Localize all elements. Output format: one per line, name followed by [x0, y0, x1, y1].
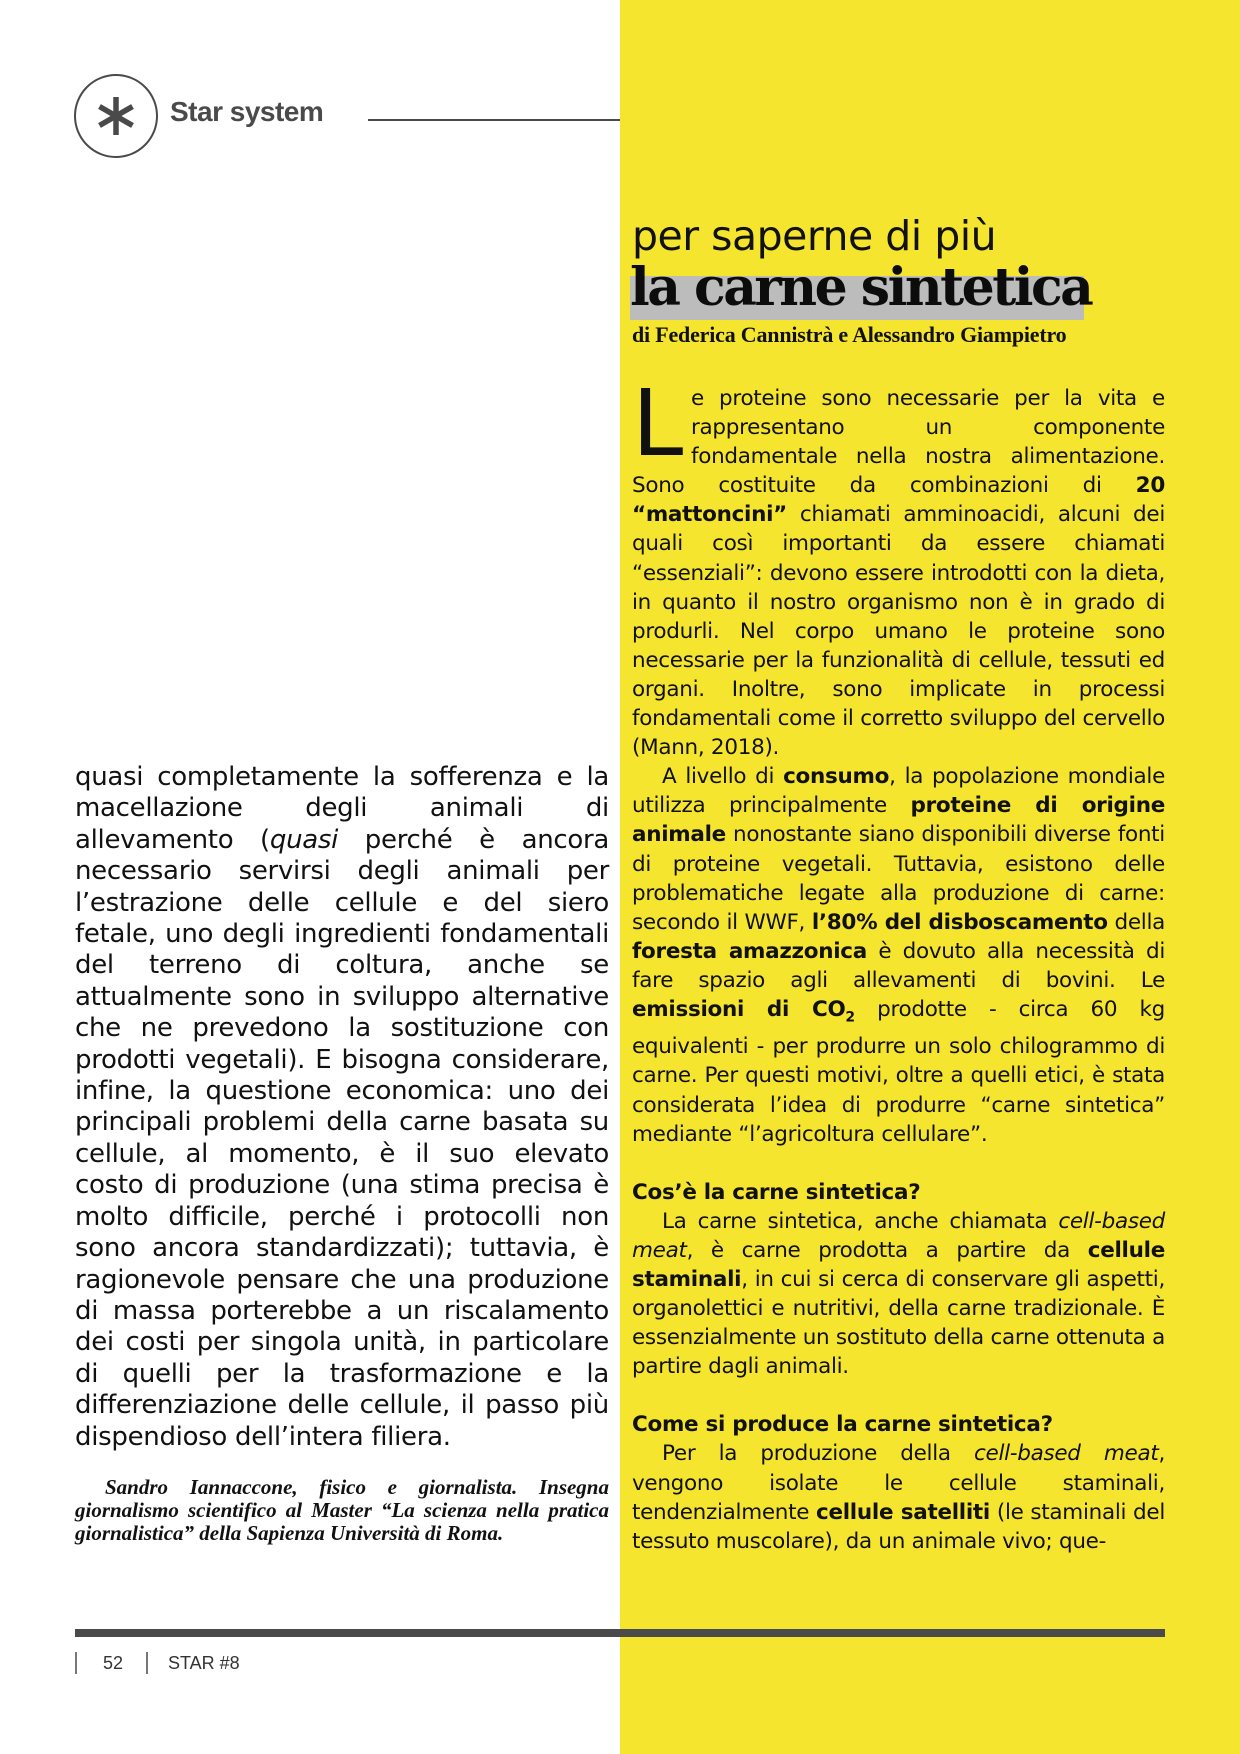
subheading-what-is: Cos’è la carne sintetica?: [632, 1179, 921, 1205]
issue-label: STAR #8: [168, 1653, 240, 1673]
subheading-how-made: Come si produce la carne sintetica?: [632, 1412, 1053, 1438]
author-note: Sandro Iannaccone, fisico e giornalista. Insegna giornalismo scientifico al Master “La scienza nella pratica giornalistica” della Sapienza Università di Roma.: [75, 1475, 609, 1545]
article-kicker: per saperne di più: [632, 212, 997, 260]
header-rule: [368, 119, 620, 121]
article-title: la carne sintetica: [630, 257, 1092, 318]
paragraph-intro: Le proteine sono necessarie per la vita e rappresentano un componente fondamentale nella nostra alimentazione. Sono costituite da combinazioni di 20 “mattoncini” chiamati amminoacidi, alcuni dei quali così importanti da essere chiamati “essenziali”: devono essere introdotti con la dieta, in quanto il nostro organismo non è in grado di produrli. Nel corpo umano le proteine sono necessarie per la funzionalità di cellule, tessuti ed organi. Inoltre, sono implicate in processi fondamentali come il corretto sviluppo del cervello (Mann, 2018).: [632, 370, 1165, 761]
left-column-text: quasi completamente la sofferenza e la macellazione degli animali di allevamento (quasi perché è ancora necessario servirsi degli animali per l’estrazione delle cellule e del siero fetale, uno degli ingredienti fondamentali del terreno di coltura, anche se attualmente sono in sviluppo alternative che ne prevedono la sostituzione con prodotti vegetali). E bisogna considerare, infine, la questione economica: uno dei principali problemi della carne basata su cellule, al momento, è il suo elevato costo di produzione (una stima precisa è molto difficile, perché i protocolli non sono ancora standardizzati); tuttavia, è ragionevole pensare che una produzione di massa porterebbe a un riscalamento dei costi per singola unità, in particolare di quelli per la trasformazione e la differenziazione delle cellule, il passo più dispendioso dell’intera filiera.: [75, 762, 609, 1452]
paragraph-consumption: A livello di consumo, la popolazione mondiale utilizza principalmente proteine di origine animale nonostante siano disponibili diverse fonti di proteine vegetali. Tuttavia, esistono delle problematiche legate alla produzione di carne: secondo il WWF, l’80% del disboscamento della foresta amazzonica è dovuto alla necessità di fare spazio agli allevamenti di bovini. Le emissioni di $CO_2$ prodotte - circa 60 kg equivalenti - per produrre un solo chilogrammo di carne. Per questi motivi, oltre a quelli etici, è stata considerata l’idea di produrre “carne sintetica” mediante “l’agricoltura cellulare”.: [632, 764, 1166, 1147]
footer-separator: [146, 1652, 148, 1674]
section-badge: [74, 74, 158, 158]
drop-cap: L: [632, 370, 683, 477]
page-number: 52: [103, 1653, 124, 1673]
paragraph-production: Per la produzione della cell-based meat, vengono isolate le cellule staminali, tendenzialmente cellule satelliti (le staminali del tessuto muscolare), da un animale vivo; que-: [632, 1441, 1165, 1554]
asterisk-icon: [94, 94, 138, 138]
footer-separator: [75, 1652, 77, 1674]
paragraph-definition: La carne sintetica, anche chiamata cell-based meat, è carne prodotta a partire da cellule staminali, in cui si cerca di conservare gli aspetti, organolettici e nutritivi, della carne tradizionale. È essenzialmente un sostituto della carne ottenuta a partire dagli animali.: [632, 1208, 1165, 1380]
footer-rule: [75, 1629, 1165, 1637]
article-byline: di Federica Cannistrà e Alessandro Giampietro: [632, 322, 1067, 347]
article-body: [632, 370, 1166, 1556]
section-label: Star system: [170, 96, 324, 127]
